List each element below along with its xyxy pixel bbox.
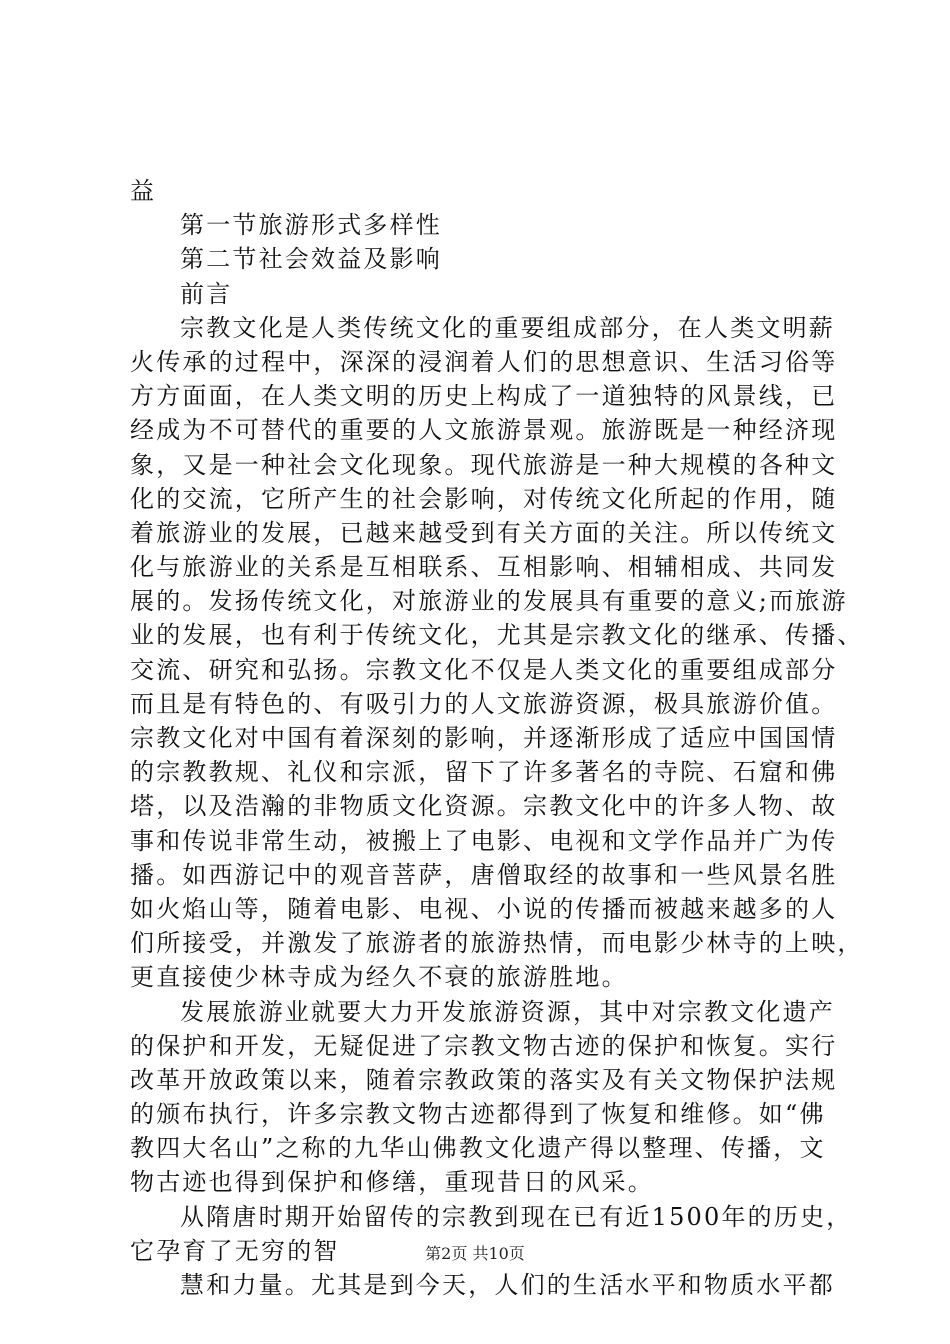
text-line: 化的交流，它所产生的社会影响，对传统文化所起的作用，随 — [130, 484, 838, 513]
text-line: 方方面面，在人类文明的历史上构成了一道独特的风景线，已 — [130, 382, 838, 411]
text-line: 发展旅游业就要大力开发旅游资源，其中对宗教文化遗产 — [180, 997, 835, 1026]
text-line: 象，又是一种社会文化现象。现代旅游是一种大规模的各种文 — [130, 450, 838, 479]
text-line: 第二节社会效益及影响 — [180, 245, 442, 274]
text-line: 事和传说非常生动，被搬上了电影、电视和文学作品并广为传 — [130, 826, 838, 855]
text-line: 火传承的过程中，深深的浸润着人们的思想意识、生活习俗等 — [130, 347, 838, 376]
text-line: 如火焰山等，随着电影、电视、小说的传播而被越来越多的人 — [130, 894, 838, 923]
text-line: 的宗教教规、礼仪和宗派，留下了许多著名的寺院、石窟和佛 — [130, 758, 838, 787]
text-line: 经成为不可替代的重要的人文旅游景观。旅游既是一种经济现 — [130, 416, 838, 445]
text-line: 播。如西游记中的观音菩萨，唐僧取经的故事和一些风景名胜 — [130, 860, 838, 889]
text-line: 而且是有特色的、有吸引力的人文旅游资源，极具旅游价值。 — [130, 689, 838, 718]
text-line: 宗教文化对中国有着深刻的影响，并逐渐形成了适应中国国情 — [130, 724, 838, 752]
document-body — [130, 174, 864, 1302]
text-line: 化与旅游业的关系是互相联系、互相影响、相辅相成、共同发 — [130, 553, 838, 582]
text-line: 改革开放政策以来，随着宗教政策的落实及有关文物保护法规 — [130, 1065, 838, 1094]
text-line: 慧和力量。尤其是到今天，人们的生活水平和物质水平都 — [180, 1271, 835, 1299]
text-line: 业的发展，也有利于传统文化，尤其是宗教文化的继承、传播、 — [130, 621, 864, 650]
text-line: 物古迹也得到保护和修缮，重现昔日的风采。 — [130, 1168, 654, 1197]
text-line: 着旅游业的发展，已越来越受到有关方面的关注。所以传统文 — [130, 518, 838, 547]
text-line: 它孕育了无穷的智 — [130, 1236, 340, 1265]
text-line: 的颁布执行，许多宗教文物古迹都得到了恢复和维修。如“佛 — [130, 1100, 826, 1129]
text-line: 教四大名山”之称的九华山佛教文化遗产得以整理、传播，文 — [130, 1134, 826, 1163]
text-line: 交流、研究和弘扬。宗教文化不仅是人类文化的重要组成部分 — [130, 655, 838, 684]
text-line: 第一节旅游形式多样性 — [180, 211, 442, 240]
text-line: 益 — [130, 177, 157, 205]
text-line: 展的。发扬传统文化，对旅游业的发展具有重要的意义;而旅游 — [130, 587, 848, 616]
text-line: 前言 — [180, 279, 233, 308]
text-line: 更直接使少林寺成为经久不衰的旅游胜地。 — [130, 963, 628, 992]
page-footer: 第2页 共10页 — [425, 1244, 525, 1263]
text-line: 的保护和开发，无疑促进了宗教文物古迹的保护和恢复。实行 — [130, 1031, 838, 1060]
text-line: 从隋唐时期开始留传的宗教到现在已有近1500年的历史， — [180, 1202, 853, 1231]
text-line: 们所接受，并激发了旅游者的旅游热情，而电影少林寺的上映， — [130, 929, 864, 958]
text-line: 塔，以及浩瀚的非物质文化资源。宗教文化中的许多人物、故 — [130, 792, 838, 821]
text-line: 宗教文化是人类传统文化的重要组成部分，在人类文明薪 — [180, 313, 835, 342]
